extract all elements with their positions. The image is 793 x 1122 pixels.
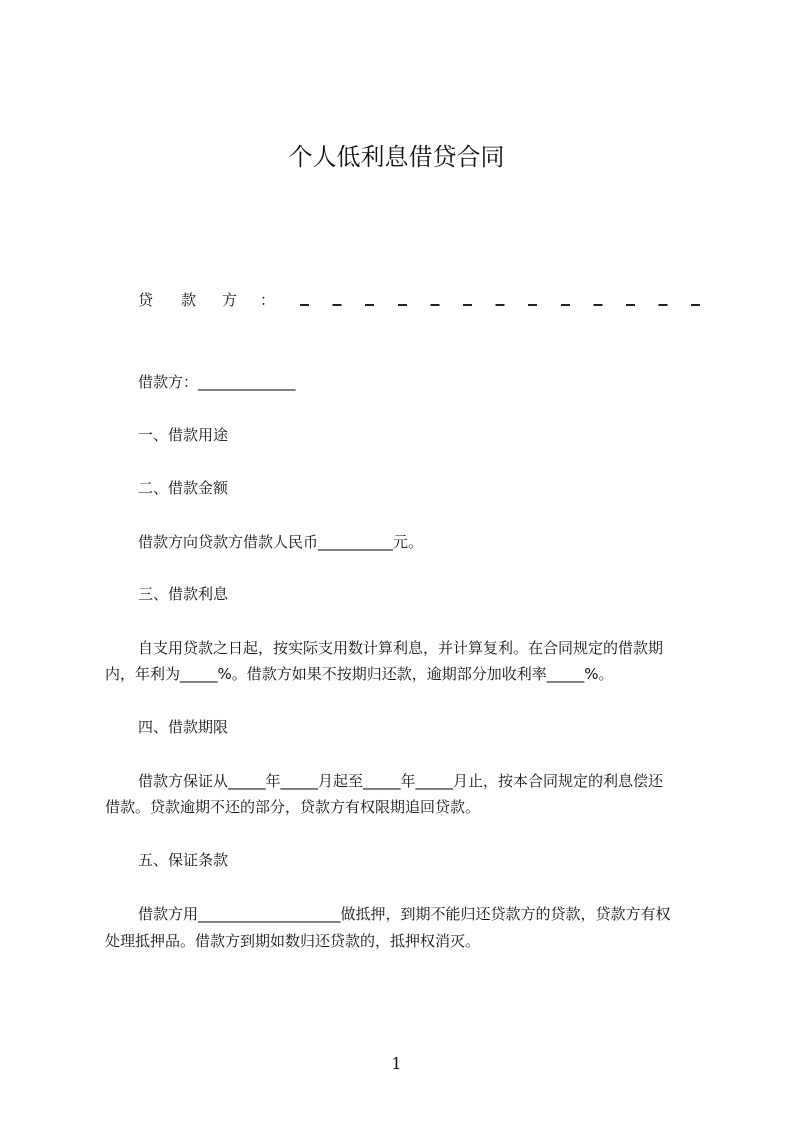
lender-field (138, 290, 703, 314)
section-2-body: 借款方向贷款方借款人民币__________元。 (138, 533, 424, 551)
lender-label-char-2: 款 (181, 291, 197, 309)
section-5-body-line-1: 借款方用___________________做抵押，到期不能归还贷款方的贷款，贷款方有权 (138, 905, 671, 923)
page-number: 1 (391, 1054, 402, 1073)
lender-blank-line (300, 304, 703, 306)
section-1-heading: 一、借款用途 (138, 426, 229, 444)
section-4-body-line-1: 借款方保证从_____年_____月起至_____年_____月止，按本合同规定的利息偿还 (138, 772, 664, 790)
section-2-heading: 二、借款金额 (138, 479, 229, 497)
borrower-field: 借款方：_____________ (138, 373, 296, 391)
section-3-heading: 三、借款利息 (138, 585, 229, 603)
contract-title: 个人低利息借贷合同 (288, 143, 505, 171)
section-3-body-line-1: 自支用贷款之日起，按实际支用数计算利息，并计算复利。在合同规定的借款期 (138, 639, 664, 657)
section-4-body-line-2: 借款。贷款逾期不还的部分，贷款方有权限期追回贷款。 (105, 798, 481, 816)
section-3-body-line-2: 内，年利为_____%。借款方如果不按期归还款，逾期部分加收利率_____%。 (105, 665, 614, 683)
section-4-heading: 四、借款期限 (138, 718, 229, 736)
section-5-body-line-2: 处理抵押品。借款方到期如数归还贷款的，抵押权消灭。 (105, 932, 481, 950)
lender-label-char-1: 贷 (138, 291, 154, 309)
section-5-heading: 五、保证条款 (138, 851, 229, 869)
lender-label-colon: ： (260, 291, 276, 309)
lender-label-char-3: 方 (222, 291, 238, 309)
